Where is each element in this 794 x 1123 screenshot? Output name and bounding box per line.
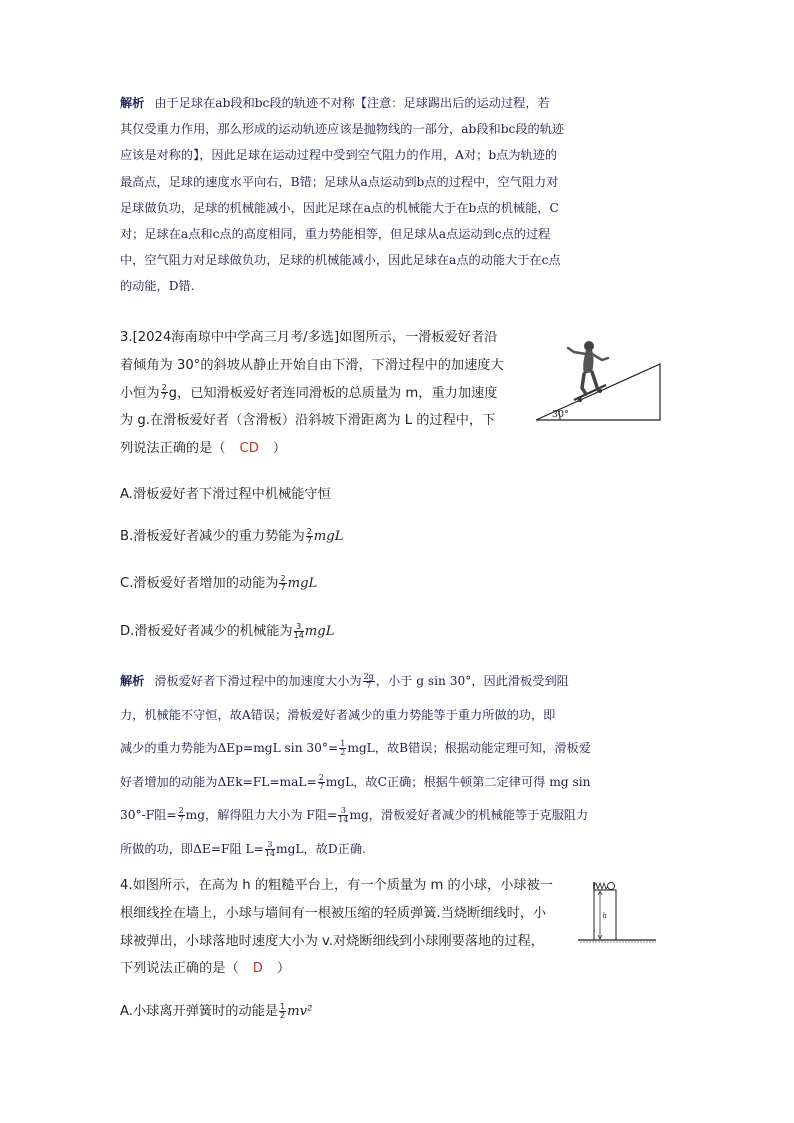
analysis-2 <box>120 665 642 866</box>
skateboarder-icon <box>568 341 608 402</box>
question-4-line: 4.如图所示，在高为 h 的粗糙平台上，有一个质量为 m 的小球，小球被一 <box>120 878 553 893</box>
question-4-line: 球被弹出，小球落地时速度大小为 v.对烧断细线到小球刚要落地的过程， <box>120 933 544 949</box>
question-3-line: 为 g.在滑板爱好者（含滑板）沿斜坡下滑距离为 L 的过程中，下 <box>120 413 496 429</box>
analysis-2-line: 力，机械能不守恒，故A错误；滑板爱好者减少的重力势能等于重力所做的功，即 <box>120 707 556 722</box>
analysis-2-line: 解析 滑板爱好者下滑过程中的加速度大小为 $\frac{2g}{7}$ ，小于 g sin 30°，因此滑板受到阻 <box>120 672 569 690</box>
slope-figure <box>532 330 667 426</box>
analysis-1 <box>120 90 642 300</box>
answer-mark: D <box>252 961 263 977</box>
analysis-1-line: 中，空气阻力对足球做负功，足球的机械能减小，因此足球在a点的动能大于在c点 <box>120 253 561 268</box>
fraction: $\frac{2}{7}$ <box>161 383 167 402</box>
spring-icon <box>594 883 608 889</box>
option-a: A.滑板爱好者下滑过程中机械能守恒 <box>120 487 331 502</box>
ball-icon <box>608 883 615 890</box>
analysis-1-line: 对；足球在a点和c点的高度相同，重力势能相等，但足球从a点运动到c点的过程 <box>120 227 551 242</box>
analysis-2-line: 好者增加的动能为ΔEk=FL=maL= $\frac{2}{7}$ mgL，故C正确；根据牛顿第二定律可得 mg sin <box>120 772 591 791</box>
question-4-line: 根细线拴在墙上，小球与墙间有一根被压缩的轻质弹簧.当烧断细线时，小 <box>120 905 547 921</box>
analysis-1-line: 的动能，D错. <box>120 279 195 294</box>
analysis-1-line: 足球做负功，足球的机械能减小，因此足球在a点的机械能大于在b点的机械能，C <box>120 200 559 215</box>
question-3-line: 3.[2024海南琼中中学高三月考/多选]如图所示，一滑板爱好者沿 <box>120 330 498 345</box>
platform-figure <box>578 876 658 944</box>
option-d: D.滑板爱好者减少的机械能为 $\frac{3}{14}$ mgL <box>120 621 335 640</box>
analysis-2-line: 30°-F阻= $\frac{2}{7}$ mg，解得阻力大小为 F阻= $\frac{3}{14}$ mg，滑板爱好者减少的机械能等于克服阻力 <box>120 806 589 824</box>
analysis-2-line: 减少的重力势能为ΔEp=mgL sin 30°= $\frac{1}{2}$ mgL，故B错误；根据动能定理可知，滑板爱 <box>120 739 591 757</box>
option-b: B.滑板爱好者减少的重力势能为 $\frac{2}{7}$ mgL <box>120 526 344 545</box>
analysis-1-line: 解析 由于足球在ab段和bc段的轨迹不对称【注意：足球踢出后的运动过程，若 <box>120 96 550 110</box>
angle-label: 30° <box>552 409 569 420</box>
analysis-1-line: 应该是对称的】，因此足球在运动过程中受到空气阻力的作用，A对；b点为轨迹的 <box>120 148 558 163</box>
fraction: $\frac{2}{7}$ <box>280 573 286 592</box>
question-3-line: 列说法正确的是（ CD ） <box>120 441 287 457</box>
analysis-1-line: 最高点，足球的速度水平向右，B错；足球从a点运动到b点的过程中，空气阻力对 <box>120 174 559 189</box>
analysis-1-line: 其仅受重力作用，那么形成的运动轨迹应该是抛物线的一部分，ab段和bc段的轨迹 <box>120 122 565 137</box>
analysis-label: 解析 <box>120 96 145 110</box>
question-3-line: 着倾角为 30°的斜坡从静止开始自由下滑，下滑过程中的加速度大 <box>120 357 504 373</box>
question-4 <box>120 872 580 983</box>
question-4-line: 下列说法正确的是（ D ） <box>120 961 291 977</box>
option-a: A.小球离开弹簧时的动能是 $\frac{1}{2}$ mv² <box>120 1001 313 1020</box>
height-label: h <box>602 912 608 920</box>
fraction: $\frac{2}{7}$ <box>306 526 312 545</box>
fraction: $\frac{3}{14}$ <box>293 621 304 640</box>
option-c: C.滑板爱好者增加的动能为 $\frac{2}{7}$ mgL <box>120 573 318 592</box>
fraction: $\frac{1}{2}$ <box>280 1001 286 1020</box>
question-3-line: 小恒为 $\frac{2}{7}$ g，已知滑板爱好者连同滑板的总质量为 m，重力加速度 <box>120 383 498 402</box>
question-3 <box>120 324 530 463</box>
answer-mark: CD <box>239 441 259 457</box>
analysis-2-line: 所做的功，即ΔE=F阻 L= $\frac{3}{14}$ mgL，故D正确. <box>120 839 366 858</box>
